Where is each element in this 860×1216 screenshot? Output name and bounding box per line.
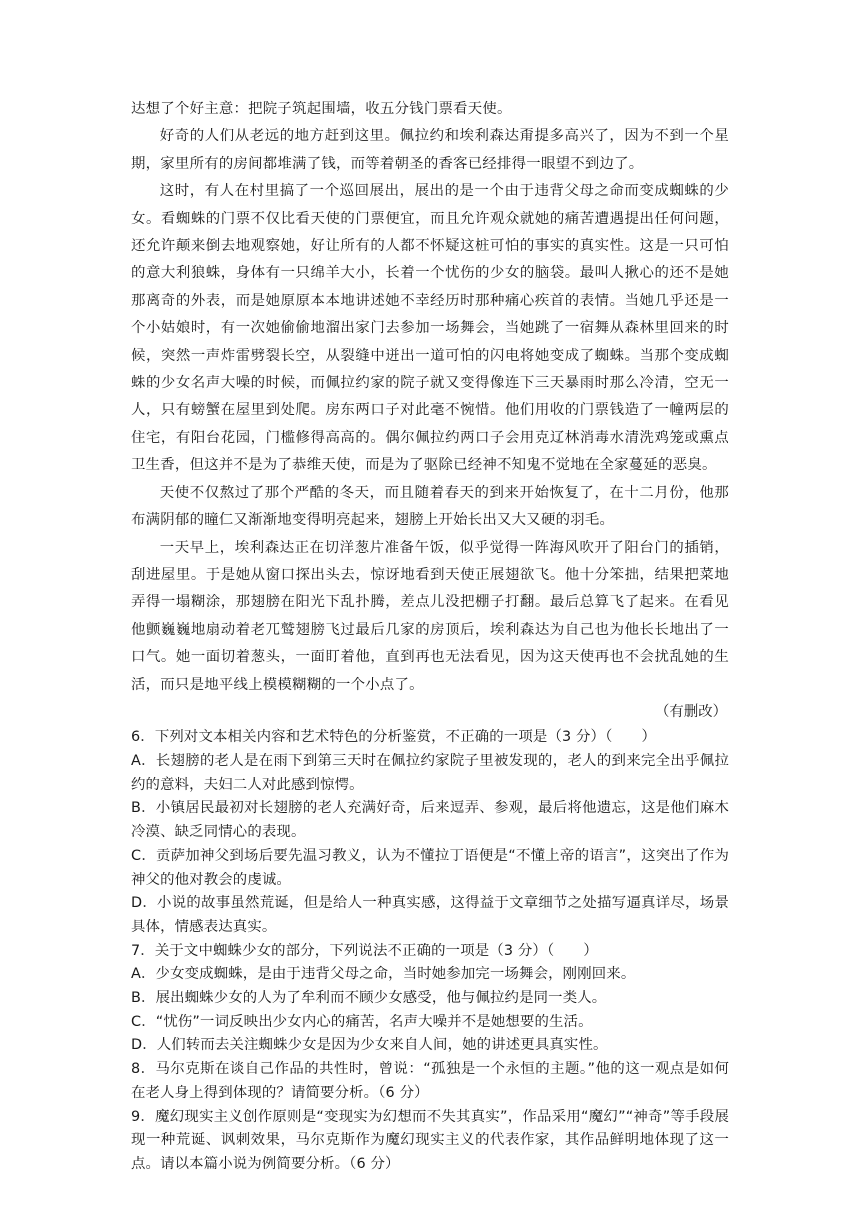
passage-paragraph: 达想了个好主意：把院子筑起围墙，收五分钱门票看天使。: [131, 101, 512, 117]
question-7-option-a: A．少女变成蜘蛛，是由于违背父母之命，当时她参加完一场舞会，刚刚回来。: [131, 966, 636, 983]
question-7-option-d: D．人们转而去关注蜘蛛少女是因为少女来自人间，她的讲述更具真实性。: [131, 1037, 608, 1054]
passage-paragraph: 天使不仅熬过了那个严酷的冬天，而且随着春天的到来开始恢复了，在十二月份，他那布满阴郁的瞳仁又渐渐地变得明亮起来，翅膀上开始长出又大又硬的羽毛。: [131, 484, 729, 529]
question-7-option-b: B．展出蜘蛛少女的人为了牟利而不顾少女感受，他与佩拉约是同一类人。: [131, 990, 607, 1007]
passage-paragraph: 这时，有人在村里搞了一个巡回展出，展出的是一个由于违背父母之命而变成蜘蛛的少女。看蜘蛛的门票不仅比看天使的门票便宜，而且允许观众就她的痛苦遭遇提出任何问题，还允许颠来倒去地观察她，好让所有的人都不怀疑这桩可怕的事实的真实性。这是一只可怕的意大利狼蛛，身体有一只绵羊大小，长着一个忧伤的少女的脑袋。最叫人揪心的还不是她那离奇的外表，而是她原原本本地讲述她不幸经历时那种痛心疾首的表情。当她几乎还是一个小姑娘时，有一次她偷偷地溜出家门去参加一场舞会，当她跳了一宿舞从森林里回来的时候，突然一声炸雷劈裂长空，从裂缝中迸出一道可怕的闪电将她变成了蜘蛛。当那个变成蜘蛛的少女名声大噪的时候，而佩拉约家的院子就又变得像连下三天暴雨时那么冷清，空无一人，只有螃蟹在屋里到处爬。房东两口子对此毫不惋惜。他们用收的门票钱造了一幢两层的住宅，有阳台花园，门槛修得高高的。偶尔佩拉约两口子会用克辽林消毒水清洗鸡笼或熏点卫生香，但这并不是为了恭维天使，而是为了驱除已经神不知鬼不觉地在全家蔓延的恶臭。: [131, 183, 729, 474]
document-page: [131, 96, 729, 1177]
question-section: [131, 726, 729, 1176]
question-6-option-b: B．小镇居民最初对长翅膀的老人充满好奇，后来逗弄、参观，最后将他遗忘，这是他们麻木冷漠、缺乏同情心的表现。: [131, 800, 729, 841]
question-9: 9．魔幻现实主义创作原则是“变现实为幻想而不失其真实”，作品采用“魔幻”“神奇”等手段展现一种荒诞、讽刺效果，马尔克斯作为魔幻现实主义的代表作家，其作品鲜明地体现了这一点。请以本篇小说为例简要分析。（6 分）: [131, 1108, 729, 1172]
question-7-option-c: C．“忧伤”一词反映出少女内心的痛苦，名声大噪并不是她想要的生活。: [131, 1013, 593, 1030]
question-7-stem: 7．关于文中蜘蛛少女的部分，下列说法不正确的一项是（3 分）（ ）: [131, 942, 598, 959]
question-8: 8．马尔克斯在谈自己作品的共性时，曾说：“孤独是一个永恒的主题。”他的这一观点是如何在老人身上得到体现的？请简要分析。（6 分）: [131, 1061, 729, 1101]
passage-paragraph: 一天早上，埃利森达正在切洋葱片准备午饭，似乎觉得一阵海风吹开了阳台门的插销，刮进屋里。于是她从窗口探出头去，惊讶地看到天使正展翅欲飞。他十分笨拙，结果把菜地弄得一塌糊涂，那翅膀在阳光下乱扑腾，差点儿没把棚子打翻。最后总算飞了起来。在看见他颤巍巍地扇动着老兀鹫翅膀飞过最后几家的房顶后，埃利森达为自己也为他长长地出了一口气。她一面切着葱头，一面盯着他，直到再也无法看见，因为这天使再也不会扰乱她的生活，而只是地平线上模模糊糊的一个小点了。: [131, 539, 729, 693]
question-6-option-c: C．贡萨加神父到场后要先温习教义，认为不懂拉丁语便是“不懂上帝的语言”，这突出了作为神父的他对教会的虔诚。: [131, 847, 729, 888]
source-note: （有删改）: [655, 703, 727, 720]
question-6-option-d: D．小说的故事虽然荒诞，但是给人一种真实感，这得益于文章细节之处描写逼真详尽，场景具体，情感表达真实。: [131, 895, 729, 935]
story-passage: [131, 96, 729, 699]
question-6-option-a: A．长翅膀的老人是在雨下到第三天时在佩拉约家院子里被发现的，老人的到来完全出乎佩拉约的意料，夫妇二人对此感到惊愕。: [131, 753, 729, 793]
question-6-stem: 6．下列对文本相关内容和艺术特色的分析鉴赏，不正确的一项是（3 分）（ ）: [131, 729, 657, 746]
passage-paragraph: 好奇的人们从老远的地方赶到这里。佩拉约和埃利森达甭提多高兴了，因为不到一个星期，家里所有的房间都堆满了钱，而等着朝圣的香客已经排得一眼望不到边了。: [131, 128, 729, 172]
